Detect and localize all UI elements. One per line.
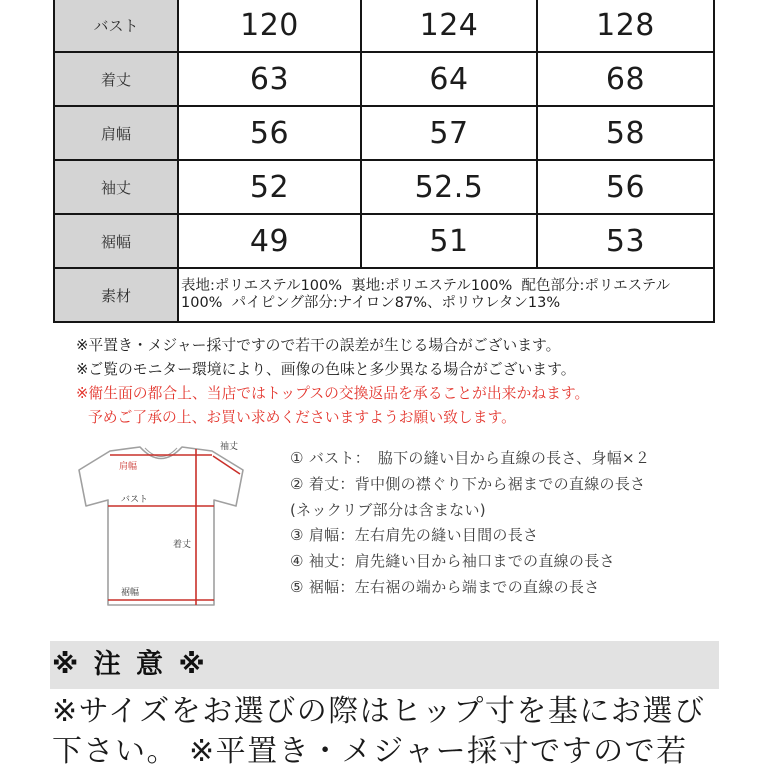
row-label-length: 着丈 bbox=[55, 53, 177, 105]
measurement-guide bbox=[290, 446, 750, 601]
bust-value-size-2: 124 bbox=[362, 0, 536, 51]
tshirt-diagram bbox=[70, 438, 255, 614]
material-line-1: 表地:ポリエステル100% 裏地:ポリエステル100% 配色部分:ポリエステル bbox=[181, 278, 671, 294]
row-label-hem: 裾幅 bbox=[55, 215, 177, 267]
caution-body bbox=[52, 692, 720, 769]
material-line-2: 100% パイピング部分:ナイロン87%、ポリウレタン13% bbox=[181, 295, 561, 311]
caution-body-line: 下さい。 ※平置き・メジャー採寸ですので若 bbox=[52, 734, 688, 769]
guide-item-bust: ① バスト： 脇下の縫い目から直線の長さ、身幅×２ bbox=[290, 449, 651, 467]
caution-heading: ※ 注 意 ※ bbox=[52, 649, 208, 680]
diagram-label-sleeve: 袖丈 bbox=[220, 442, 239, 452]
note-line: ※平置き・メジャー採寸ですので若干の誤差が生じる場合がございます。 bbox=[76, 337, 561, 354]
hem-value-size-1: 49 bbox=[179, 215, 360, 267]
row-label-bust: バスト bbox=[55, 0, 177, 51]
guide-item-length: ② 着丈：背中側の襟ぐり下から裾までの直線の長さ bbox=[290, 474, 646, 493]
shoulder-value-size-3: 58 bbox=[538, 107, 713, 159]
material-description bbox=[179, 269, 713, 321]
row-label-sleeve: 袖丈 bbox=[55, 161, 177, 213]
diagram-label-bust: バスト bbox=[121, 495, 149, 505]
row-label-shoulder: 肩幅 bbox=[55, 107, 177, 159]
guide-item-length-note: (ネックリブ部分は含まない) bbox=[290, 500, 486, 519]
tshirt-outline bbox=[79, 447, 243, 605]
diagram-label-length: 着丈 bbox=[173, 540, 192, 550]
sleeve-value-size-3: 56 bbox=[538, 161, 713, 213]
sleeve-value-size-1: 52 bbox=[179, 161, 360, 213]
length-value-size-3: 68 bbox=[538, 53, 713, 105]
caution-heading-bar bbox=[50, 641, 719, 689]
length-value-size-1: 63 bbox=[179, 53, 360, 105]
guide-item-hem: ⑤ 裾幅：左右裾の端から端までの直線の長さ bbox=[290, 577, 600, 596]
size-table bbox=[53, 0, 715, 323]
warning-line: ※衛生面の都合上、当店ではトップスの交換返品を承ることが出来かねます。 bbox=[76, 385, 590, 402]
diagram-label-shoulder: 肩幅 bbox=[119, 462, 138, 472]
caution-body-line: ※サイズをお選びの際はヒップ寸を基にお選び bbox=[52, 694, 706, 729]
warning-line: 予めご了承の上、お買い求めくださいますようお願い致します。 bbox=[88, 409, 516, 426]
shoulder-value-size-1: 56 bbox=[179, 107, 360, 159]
guide-item-sleeve: ④ 袖丈：肩先縫い目から袖口までの直線の長さ bbox=[290, 552, 615, 571]
length-value-size-2: 64 bbox=[362, 53, 536, 105]
guide-item-shoulder: ③ 肩幅：左右肩先の縫い目間の長さ bbox=[290, 526, 539, 545]
bust-value-size-1: 120 bbox=[179, 0, 360, 51]
row-label-material: 素材 bbox=[55, 269, 177, 321]
shoulder-value-size-2: 57 bbox=[362, 107, 536, 159]
hem-value-size-2: 51 bbox=[362, 215, 536, 267]
sleeve-value-size-2: 52.5 bbox=[362, 161, 536, 213]
bust-value-size-3: 128 bbox=[538, 0, 713, 51]
notes-block bbox=[76, 334, 676, 430]
hem-value-size-3: 53 bbox=[538, 215, 713, 267]
note-line: ※ご覧のモニター環境により、画像の色味と多少異なる場合がございます。 bbox=[76, 361, 576, 378]
diagram-label-hem: 裾幅 bbox=[121, 588, 140, 598]
